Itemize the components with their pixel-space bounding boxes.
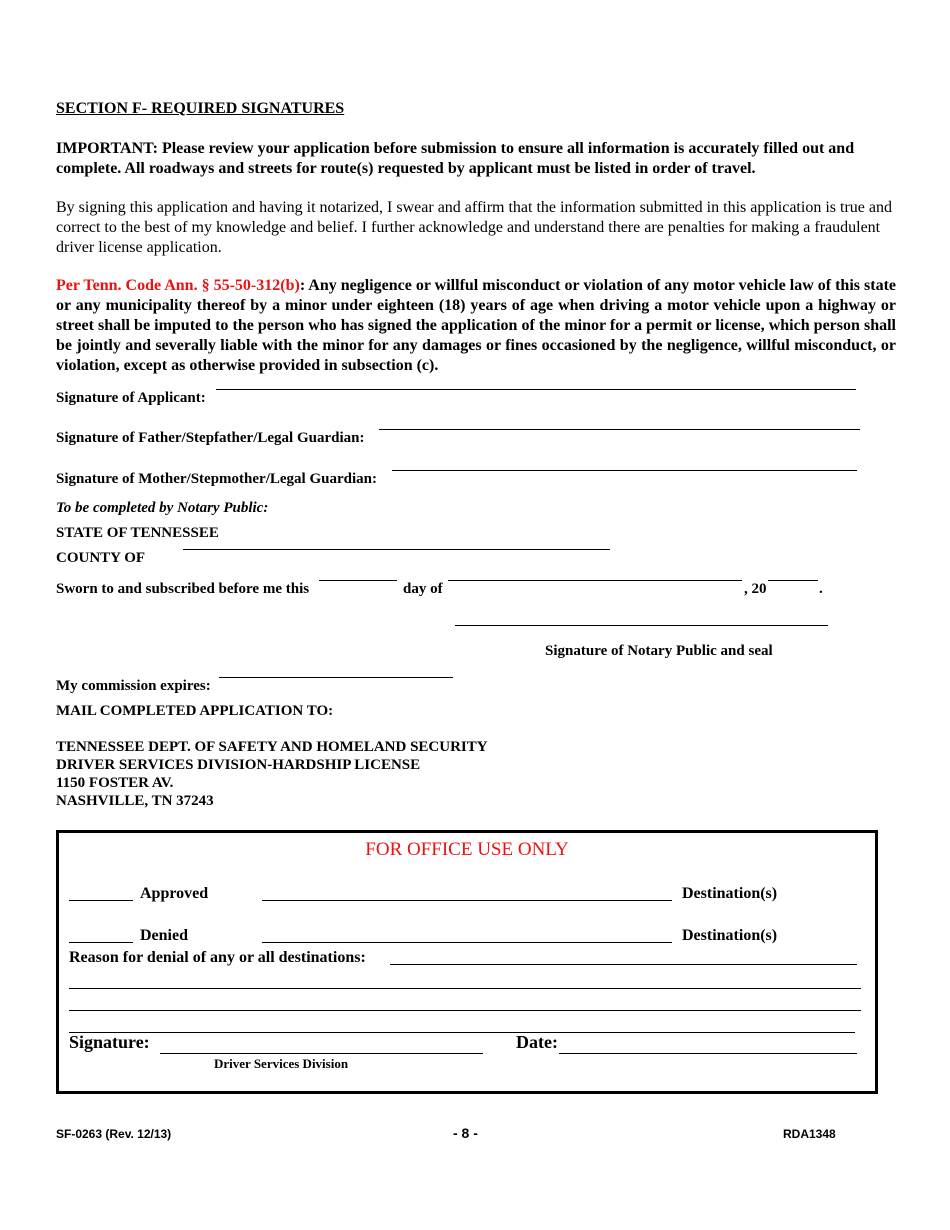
commission-field[interactable] bbox=[219, 677, 453, 678]
sworn-day-label: day of bbox=[403, 581, 443, 597]
notary-signature-label: Signature of Notary Public and seal bbox=[545, 643, 773, 659]
office-date-field[interactable] bbox=[559, 1053, 857, 1054]
office-signature-label: Signature: bbox=[69, 1032, 150, 1052]
sworn-period: . bbox=[819, 581, 823, 597]
form-id: SF-0263 (Rev. 12/13) bbox=[56, 1127, 172, 1141]
denied-destinations-label: Destination(s) bbox=[682, 927, 778, 944]
denial-reason-label: Reason for denial of any or all destinations: bbox=[69, 949, 366, 966]
important-notice: IMPORTANT: Please review your application before submission to ensure all information is accurately filled out and complete. All roadways and streets for route(s) requested by applicant must be listed in order of travel. bbox=[56, 140, 855, 177]
denial-reason-field[interactable] bbox=[390, 964, 857, 965]
sworn-month-field[interactable] bbox=[448, 580, 742, 581]
sworn-day-field[interactable] bbox=[319, 580, 397, 581]
code-reference: Per Tenn. Code Ann. § 55-50-312(b) bbox=[56, 277, 300, 294]
notary-intro: To be completed by Notary Public: bbox=[56, 500, 269, 516]
mail-to-label: MAIL COMPLETED APPLICATION TO: bbox=[56, 703, 334, 719]
form-code: RDA1348 bbox=[783, 1127, 836, 1141]
approved-destinations-label: Destination(s) bbox=[682, 885, 778, 902]
address-line: TENNESSEE DEPT. OF SAFETY AND HOMELAND SECURITY bbox=[56, 739, 488, 755]
applicant-signature-field[interactable] bbox=[216, 389, 856, 390]
county-field[interactable] bbox=[183, 549, 610, 550]
affirmation-text: By signing this application and having it notarized, I swear and affirm that the information submitted in this application is true and correct to the best of my knowledge and belief. I further acknowledge and understand there are penalties for making a fraudulent driver license application. bbox=[56, 199, 892, 256]
mother-signature-label: Signature of Mother/Stepmother/Legal Guardian: bbox=[56, 471, 377, 487]
section-title: SECTION F- REQUIRED SIGNATURES bbox=[56, 100, 345, 117]
address-line: DRIVER SERVICES DIVISION-HARDSHIP LICENSE bbox=[56, 757, 421, 773]
address-line: 1150 FOSTER AV. bbox=[56, 775, 174, 791]
county-label: COUNTY OF bbox=[56, 550, 146, 566]
tenn-code-paragraph bbox=[56, 276, 896, 376]
father-signature-field[interactable] bbox=[379, 429, 860, 430]
denial-reason-line[interactable] bbox=[69, 988, 861, 989]
office-signature-field[interactable] bbox=[160, 1053, 483, 1054]
notary-signature-field[interactable] bbox=[455, 625, 828, 626]
denied-mark-field[interactable] bbox=[69, 942, 133, 943]
code-text: : Any negligence or willful misconduct or violation of any motor vehicle law of this state or any municipality thereof by a minor under eighteen (18) years of age when driving a motor vehicle upon a highway or street shall be imputed to the person who has signed the application of the minor for a permit or license, which person shall be jointly and severally liable with the minor for any damages or fines occasioned by the negligence, willful misconduct, or violation, except as otherwise provided in subsection (c). bbox=[56, 277, 897, 374]
denial-reason-line[interactable] bbox=[69, 1032, 855, 1033]
father-signature-label: Signature of Father/Stepfather/Legal Guardian: bbox=[56, 430, 365, 446]
denied-destination-field[interactable] bbox=[262, 942, 672, 943]
office-use-title: FOR OFFICE USE ONLY bbox=[365, 839, 569, 860]
denied-label: Denied bbox=[140, 927, 188, 944]
commission-label: My commission expires: bbox=[56, 678, 211, 694]
sworn-year-label: , 20 bbox=[744, 581, 767, 597]
mother-signature-field[interactable] bbox=[392, 470, 857, 471]
driver-services-division-label: Driver Services Division bbox=[214, 1056, 349, 1071]
address-block bbox=[56, 738, 488, 810]
office-use-box bbox=[56, 830, 878, 1094]
approved-destination-field[interactable] bbox=[262, 900, 672, 901]
sworn-year-field[interactable] bbox=[768, 580, 818, 581]
office-date-label: Date: bbox=[516, 1032, 558, 1052]
approved-label: Approved bbox=[140, 885, 209, 902]
denial-reason-line[interactable] bbox=[69, 1010, 861, 1011]
approved-mark-field[interactable] bbox=[69, 900, 133, 901]
state-label: STATE OF TENNESSEE bbox=[56, 525, 219, 541]
address-line: NASHVILLE, TN 37243 bbox=[56, 793, 214, 809]
page-number: - 8 - bbox=[453, 1125, 478, 1141]
sworn-prefix: Sworn to and subscribed before me this bbox=[56, 581, 310, 597]
applicant-signature-label: Signature of Applicant: bbox=[56, 390, 206, 406]
